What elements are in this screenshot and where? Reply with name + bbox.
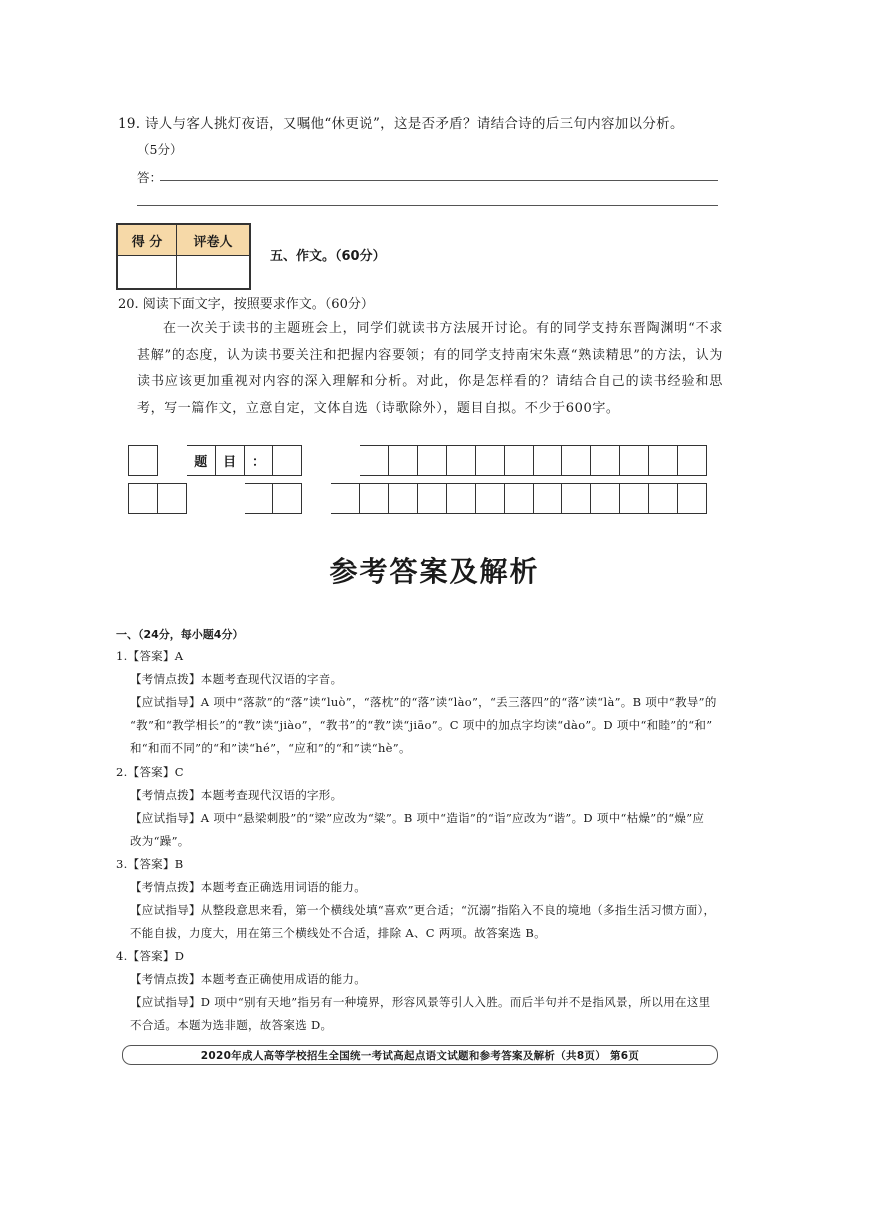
grid-cell[interactable] <box>389 483 418 514</box>
grid-cell <box>158 445 187 476</box>
question-19: 19. 诗人与客人挑灯夜语，又嘱他“休更说”，这是否矛盾？请结合诗的后三句内容加以分析。 <box>118 116 684 132</box>
grid-cell[interactable] <box>534 483 563 514</box>
answer-2-guide: 改为“躁”。 <box>130 834 190 848</box>
grid-cell <box>187 483 216 514</box>
grid-cell[interactable] <box>678 445 707 476</box>
grid-cell[interactable] <box>591 445 620 476</box>
grid-cell <box>216 483 245 514</box>
answer-3-guide: 不能自拔，力度大，用在第三个横线处不合适，排除 A、C 两项。故答案选 B。 <box>130 926 546 940</box>
grid-cell[interactable] <box>649 483 678 514</box>
grid-cell[interactable] <box>620 445 649 476</box>
question-19-points: （5分） <box>137 142 183 157</box>
grid-cell[interactable] <box>158 483 187 514</box>
title-char-ti: 题 <box>187 445 216 476</box>
grid-cell[interactable] <box>447 445 476 476</box>
answer-3-guide: 【应试指导】从整段意思来看，第一个横线处填“喜欢”更合适；“沉溺”指陷入不良的境地（多指生活习惯方面）， <box>130 903 716 917</box>
grid-cell <box>302 445 331 476</box>
grid-cell[interactable] <box>447 483 476 514</box>
prompt-line: 合自己的读书经验和思考，写一篇作文，立意自定，文体自选（诗歌除外），题目自拟。不少 <box>137 374 723 416</box>
answer-1-point: 【考情点拨】本题考查现代汉语的字音。 <box>130 672 343 686</box>
grid-cell[interactable] <box>418 483 447 514</box>
prompt-line: 思”的方法，认为读书应该更加重视对内容的深入理解和分析。对此，你是怎样看的？请结 <box>137 347 723 390</box>
answer-4-guide: 【应试指导】D 项中“别有天地”指另有一种境界，形容风景等引人入胜。而后半句并不是指风景，所以用在这里 <box>130 995 711 1009</box>
grid-cell[interactable] <box>273 445 302 476</box>
grid-cell[interactable] <box>476 483 505 514</box>
grid-cell <box>331 445 360 476</box>
answer-2-guide: 【应试指导】A 项中“悬梁刺股”的“梁”应改为“粱”。B 项中“造诣”的“诣”应改为“谐”。D 项中“枯燥”的“燥”应 <box>130 811 705 825</box>
grid-cell[interactable] <box>649 445 678 476</box>
grid-cell[interactable] <box>129 445 158 476</box>
answer-4-point: 【考情点拨】本题考查正确使用成语的能力。 <box>130 972 366 986</box>
prompt-line: 在一次关于读书的主题班会上，同学们就读书方法展开讨论。有的同学支持东晋陶渊 <box>163 321 675 336</box>
question-20-prompt <box>137 316 723 422</box>
score-header: 得 分 <box>117 224 177 256</box>
grid-cell[interactable] <box>360 483 389 514</box>
score-table <box>116 223 251 290</box>
prompt-line: 明“不求甚解”的态度，认为读书要关注和把握内容要领；有的同学支持南宋朱熹“熟读精 <box>137 321 723 363</box>
section-1-heading: 一、（24分，每小题4分） <box>116 628 244 641</box>
grid-cell <box>302 483 331 514</box>
grid-cell[interactable] <box>129 483 158 514</box>
grid-cell[interactable] <box>331 483 360 514</box>
answer-1-guide: 和“和而不同”的“和”读“hé”，“应和”的“和”读“hè”。 <box>130 741 411 755</box>
answer-4: 4.【答案】D <box>116 949 185 963</box>
composition-title-row <box>128 445 707 476</box>
grader-cell[interactable] <box>177 256 251 290</box>
answer-4-guide: 不合适。本题为选非题，故答案选 D。 <box>130 1018 333 1032</box>
grid-cell[interactable] <box>476 445 505 476</box>
grid-cell[interactable] <box>562 483 591 514</box>
grid-cell[interactable] <box>562 445 591 476</box>
grid-cell[interactable] <box>360 445 389 476</box>
section-5-heading: 五、作文。（60分） <box>270 249 386 264</box>
answer-label: 答： <box>137 170 163 185</box>
grid-cell[interactable] <box>678 483 707 514</box>
grid-cell[interactable] <box>418 445 447 476</box>
answer-line-1[interactable] <box>160 180 718 181</box>
answer-2: 2.【答案】C <box>116 765 184 779</box>
grid-cell[interactable] <box>273 483 302 514</box>
answer-3-point: 【考情点拨】本题考查正确选用词语的能力。 <box>130 880 366 894</box>
grader-header: 评卷人 <box>177 224 251 256</box>
answer-1: 1.【答案】A <box>116 649 184 663</box>
grid-cell[interactable] <box>245 483 274 514</box>
page-title: 参考答案及解析 <box>329 555 540 588</box>
answer-1-guide: “教”和“教学相长”的“教”读“jiào”，“教书”的“教”读“jiāo”。C 项中的加点字均读“dào”。D 项中“和睦”的“和” <box>130 718 713 732</box>
grid-cell[interactable] <box>591 483 620 514</box>
answer-3: 3.【答案】B <box>116 857 184 871</box>
title-char-mu: 目 <box>216 445 245 476</box>
answer-2-point: 【考情点拨】本题考查现代汉语的字形。 <box>130 788 343 802</box>
composition-row <box>128 483 707 514</box>
grid-cell[interactable] <box>389 445 418 476</box>
grid-cell[interactable] <box>620 483 649 514</box>
title-colon: ： <box>245 445 274 476</box>
question-20: 20. 阅读下面文字，按照要求作文。（60分） <box>118 297 374 312</box>
page-footer: 2020年成人高等学校招生全国统一考试高起点语文试题和参考答案及解析（共8页） 第6页 <box>122 1045 718 1065</box>
grid-cell[interactable] <box>505 445 534 476</box>
grid-cell[interactable] <box>505 483 534 514</box>
answer-line-2[interactable] <box>137 205 718 206</box>
answer-1-guide: 【应试指导】A 项中“落款”的“落”读“luò”，“落枕”的“落”读“lào”，“丢三落四”的“落”读“là”。B 项中“教导”的 <box>130 695 717 709</box>
score-cell[interactable] <box>117 256 177 290</box>
grid-cell[interactable] <box>534 445 563 476</box>
prompt-line: 于600字。 <box>552 400 620 416</box>
